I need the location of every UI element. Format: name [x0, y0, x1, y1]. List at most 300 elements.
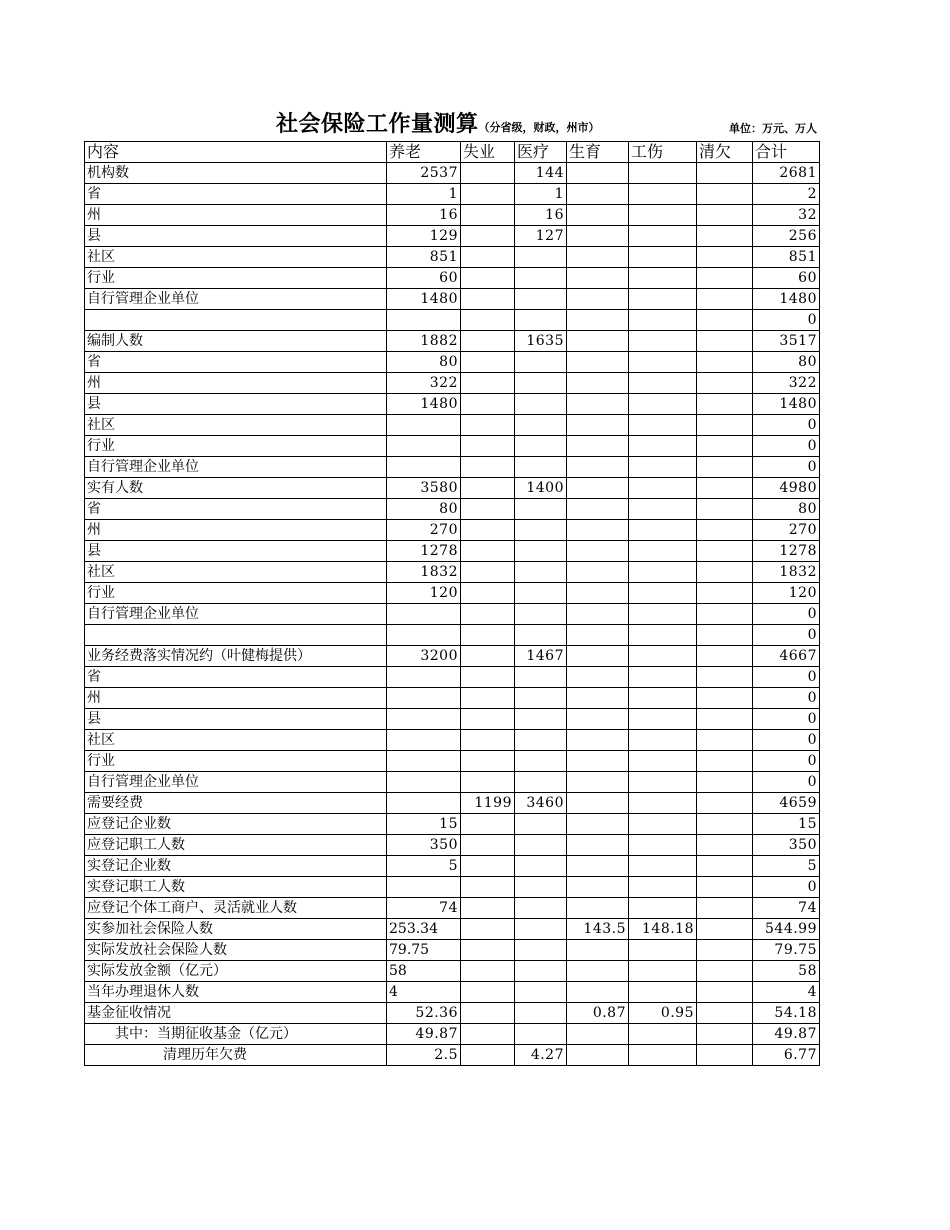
cell-pension: 15 — [387, 814, 461, 835]
cell-arrears — [697, 394, 753, 415]
cell-medical — [515, 751, 567, 772]
cell-unemployment — [461, 751, 515, 772]
header-pension: 养老 — [387, 142, 461, 163]
cell-total: 4659 — [753, 793, 820, 814]
cell-total: 120 — [753, 583, 820, 604]
cell-maternity — [567, 184, 629, 205]
cell-unemployment — [461, 478, 515, 499]
cell-unemployment: 1199 — [461, 793, 515, 814]
table-row — [85, 709, 820, 730]
cell-medical — [515, 310, 567, 331]
cell-unemployment — [461, 415, 515, 436]
cell-unemployment — [461, 562, 515, 583]
row-label: 基金征收情况 — [85, 1003, 387, 1024]
table-row — [85, 562, 820, 583]
cell-injury — [629, 709, 697, 730]
cell-unemployment — [461, 352, 515, 373]
cell-total: 49.87 — [753, 1024, 820, 1045]
title-subtitle: （分省级，财政，州市） — [478, 121, 600, 134]
cell-injury — [629, 541, 697, 562]
row-label — [85, 625, 387, 646]
cell-total: 0 — [753, 772, 820, 793]
table-row — [85, 772, 820, 793]
cell-maternity — [567, 373, 629, 394]
cell-medical — [515, 289, 567, 310]
table-row — [85, 163, 820, 184]
row-label: 实际发放社会保险人数 — [85, 940, 387, 961]
cell-pension: 1480 — [387, 394, 461, 415]
cell-arrears — [697, 457, 753, 478]
cell-arrears — [697, 352, 753, 373]
cell-medical — [515, 499, 567, 520]
cell-injury — [629, 877, 697, 898]
cell-medical: 16 — [515, 205, 567, 226]
cell-maternity: 143.5 — [567, 919, 629, 940]
row-label: 州 — [85, 373, 387, 394]
cell-injury — [629, 520, 697, 541]
cell-pension: 1832 — [387, 562, 461, 583]
cell-arrears — [697, 919, 753, 940]
cell-maternity — [567, 562, 629, 583]
cell-pension: 1278 — [387, 541, 461, 562]
cell-arrears — [697, 688, 753, 709]
cell-unemployment — [461, 499, 515, 520]
cell-arrears — [697, 331, 753, 352]
cell-unemployment — [461, 940, 515, 961]
cell-unemployment — [461, 898, 515, 919]
row-label: 行业 — [85, 436, 387, 457]
cell-injury — [629, 835, 697, 856]
cell-maternity — [567, 436, 629, 457]
row-label: 行业 — [85, 268, 387, 289]
table-row — [85, 478, 820, 499]
cell-medical — [515, 856, 567, 877]
cell-pension: 1480 — [387, 289, 461, 310]
cell-unemployment — [461, 919, 515, 940]
cell-arrears — [697, 373, 753, 394]
cell-maternity — [567, 457, 629, 478]
cell-maternity — [567, 289, 629, 310]
cell-total: 54.18 — [753, 1003, 820, 1024]
row-label: 实登记企业数 — [85, 856, 387, 877]
cell-arrears — [697, 751, 753, 772]
cell-medical — [515, 268, 567, 289]
table-row — [85, 793, 820, 814]
cell-unemployment — [461, 163, 515, 184]
table-row — [85, 856, 820, 877]
cell-injury — [629, 940, 697, 961]
table-row — [85, 1024, 820, 1045]
row-label: 应登记个体工商户、灵活就业人数 — [85, 898, 387, 919]
cell-arrears — [697, 625, 753, 646]
cell-medical — [515, 814, 567, 835]
table-row — [85, 898, 820, 919]
cell-maternity — [567, 583, 629, 604]
cell-injury — [629, 436, 697, 457]
row-label: 县 — [85, 541, 387, 562]
cell-injury — [629, 793, 697, 814]
cell-maternity — [567, 751, 629, 772]
cell-total: 80 — [753, 499, 820, 520]
cell-injury — [629, 751, 697, 772]
row-label: 实登记职工人数 — [85, 877, 387, 898]
cell-arrears — [697, 310, 753, 331]
cell-pension: 79.75 — [387, 940, 461, 961]
cell-total: 0 — [753, 751, 820, 772]
cell-total: 5 — [753, 856, 820, 877]
cell-arrears — [697, 541, 753, 562]
row-label: 县 — [85, 709, 387, 730]
cell-injury — [629, 730, 697, 751]
cell-arrears — [697, 163, 753, 184]
cell-maternity — [567, 604, 629, 625]
cell-pension: 60 — [387, 268, 461, 289]
cell-pension — [387, 625, 461, 646]
cell-injury — [629, 478, 697, 499]
cell-pension: 3580 — [387, 478, 461, 499]
cell-medical — [515, 625, 567, 646]
cell-unemployment — [461, 394, 515, 415]
cell-pension: 129 — [387, 226, 461, 247]
cell-pension: 80 — [387, 352, 461, 373]
table-row — [85, 646, 820, 667]
cell-maternity — [567, 856, 629, 877]
cell-medical: 144 — [515, 163, 567, 184]
cell-medical — [515, 898, 567, 919]
row-label: 自行管理企业单位 — [85, 289, 387, 310]
cell-medical: 1400 — [515, 478, 567, 499]
cell-total: 544.99 — [753, 919, 820, 940]
cell-maternity — [567, 268, 629, 289]
cell-unemployment — [461, 520, 515, 541]
table-row — [85, 625, 820, 646]
cell-total: 60 — [753, 268, 820, 289]
row-label: 州 — [85, 205, 387, 226]
cell-arrears — [697, 940, 753, 961]
cell-total: 0 — [753, 310, 820, 331]
cell-medical — [515, 436, 567, 457]
cell-maternity — [567, 709, 629, 730]
cell-total: 0 — [753, 604, 820, 625]
cell-medical — [515, 688, 567, 709]
row-label: 清理历年欠费 — [85, 1045, 387, 1066]
row-label: 社区 — [85, 415, 387, 436]
row-label: 应登记企业数 — [85, 814, 387, 835]
cell-total: 1480 — [753, 394, 820, 415]
cell-unemployment — [461, 772, 515, 793]
cell-total: 1480 — [753, 289, 820, 310]
table-row — [85, 583, 820, 604]
table-row — [85, 373, 820, 394]
cell-medical — [515, 415, 567, 436]
cell-unemployment — [461, 856, 515, 877]
cell-maternity — [567, 352, 629, 373]
cell-total: 270 — [753, 520, 820, 541]
table-row — [85, 520, 820, 541]
cell-maternity — [567, 520, 629, 541]
cell-maternity — [567, 541, 629, 562]
cell-injury — [629, 625, 697, 646]
unit-label: 单位：万元、万人 — [729, 122, 817, 135]
row-label: 自行管理企业单位 — [85, 457, 387, 478]
cell-maternity — [567, 982, 629, 1003]
cell-pension: 2.5 — [387, 1045, 461, 1066]
cell-unemployment — [461, 625, 515, 646]
cell-total: 1278 — [753, 541, 820, 562]
cell-maternity — [567, 835, 629, 856]
cell-unemployment — [461, 604, 515, 625]
cell-maternity — [567, 163, 629, 184]
cell-arrears — [697, 814, 753, 835]
cell-maternity — [567, 898, 629, 919]
cell-medical: 4.27 — [515, 1045, 567, 1066]
header-medical: 医疗 — [515, 142, 567, 163]
table-row — [85, 940, 820, 961]
cell-unemployment — [461, 646, 515, 667]
cell-pension: 350 — [387, 835, 461, 856]
cell-injury — [629, 667, 697, 688]
cell-medical — [515, 604, 567, 625]
cell-medical — [515, 457, 567, 478]
cell-medical — [515, 541, 567, 562]
cell-medical: 1635 — [515, 331, 567, 352]
cell-arrears — [697, 520, 753, 541]
cell-arrears — [697, 835, 753, 856]
cell-maternity — [567, 499, 629, 520]
cell-unemployment — [461, 709, 515, 730]
cell-unemployment — [461, 667, 515, 688]
cell-pension — [387, 709, 461, 730]
cell-medical — [515, 394, 567, 415]
cell-unemployment — [461, 583, 515, 604]
cell-maternity — [567, 310, 629, 331]
cell-unemployment — [461, 541, 515, 562]
table-row — [85, 604, 820, 625]
cell-total: 4667 — [753, 646, 820, 667]
cell-arrears — [697, 982, 753, 1003]
cell-injury — [629, 289, 697, 310]
row-label: 行业 — [85, 751, 387, 772]
cell-unemployment — [461, 877, 515, 898]
table-row — [85, 688, 820, 709]
cell-unemployment — [461, 310, 515, 331]
cell-pension: 3200 — [387, 646, 461, 667]
page-title — [276, 107, 600, 138]
cell-arrears — [697, 247, 753, 268]
cell-maternity — [567, 625, 629, 646]
cell-total: 79.75 — [753, 940, 820, 961]
table-row — [85, 331, 820, 352]
cell-arrears — [697, 961, 753, 982]
cell-arrears — [697, 898, 753, 919]
cell-arrears — [697, 1024, 753, 1045]
cell-total: 4 — [753, 982, 820, 1003]
row-label: 州 — [85, 520, 387, 541]
cell-total: 58 — [753, 961, 820, 982]
cell-medical — [515, 709, 567, 730]
cell-injury — [629, 772, 697, 793]
cell-medical — [515, 772, 567, 793]
table-row — [85, 205, 820, 226]
cell-pension: 253.34 — [387, 919, 461, 940]
cell-medical — [515, 940, 567, 961]
cell-unemployment — [461, 688, 515, 709]
cell-injury — [629, 499, 697, 520]
cell-injury — [629, 1024, 697, 1045]
cell-medical — [515, 1024, 567, 1045]
cell-arrears — [697, 478, 753, 499]
title-main: 社会保险工作量测算 — [276, 112, 479, 137]
row-label: 州 — [85, 688, 387, 709]
cell-medical: 1467 — [515, 646, 567, 667]
cell-total: 74 — [753, 898, 820, 919]
row-label: 自行管理企业单位 — [85, 604, 387, 625]
header-unemployment: 失业 — [461, 142, 515, 163]
cell-unemployment — [461, 814, 515, 835]
cell-unemployment — [461, 247, 515, 268]
table-row — [85, 499, 820, 520]
cell-unemployment — [461, 982, 515, 1003]
cell-pension — [387, 751, 461, 772]
cell-medical — [515, 730, 567, 751]
cell-pension: 1 — [387, 184, 461, 205]
cell-arrears — [697, 772, 753, 793]
cell-total: 1832 — [753, 562, 820, 583]
table-row — [85, 352, 820, 373]
header-arrears: 清欠 — [697, 142, 753, 163]
cell-pension: 49.87 — [387, 1024, 461, 1045]
cell-pension: 5 — [387, 856, 461, 877]
row-label: 省 — [85, 499, 387, 520]
row-label: 实参加社会保险人数 — [85, 919, 387, 940]
cell-injury — [629, 310, 697, 331]
cell-total: 350 — [753, 835, 820, 856]
cell-unemployment — [461, 1045, 515, 1066]
cell-injury — [629, 268, 697, 289]
cell-injury — [629, 331, 697, 352]
cell-maternity — [567, 961, 629, 982]
cell-maternity — [567, 247, 629, 268]
cell-pension: 322 — [387, 373, 461, 394]
cell-total: 32 — [753, 205, 820, 226]
table-row — [85, 961, 820, 982]
cell-injury — [629, 688, 697, 709]
cell-medical — [515, 1003, 567, 1024]
cell-maternity — [567, 1024, 629, 1045]
cell-arrears — [697, 730, 753, 751]
cell-injury — [629, 352, 697, 373]
table-row — [85, 751, 820, 772]
cell-injury — [629, 373, 697, 394]
cell-pension — [387, 436, 461, 457]
cell-medical — [515, 835, 567, 856]
table-row — [85, 814, 820, 835]
cell-pension: 120 — [387, 583, 461, 604]
cell-pension: 58 — [387, 961, 461, 982]
cell-injury: 0.95 — [629, 1003, 697, 1024]
cell-injury — [629, 982, 697, 1003]
row-label: 编制人数 — [85, 331, 387, 352]
cell-total: 256 — [753, 226, 820, 247]
header-content: 内容 — [85, 142, 387, 163]
table-row — [85, 289, 820, 310]
cell-maternity — [567, 226, 629, 247]
cell-injury — [629, 814, 697, 835]
table-row — [85, 1003, 820, 1024]
cell-arrears — [697, 436, 753, 457]
cell-pension: 80 — [387, 499, 461, 520]
cell-total: 322 — [753, 373, 820, 394]
row-label: 业务经费落实情况约（叶健梅提供） — [85, 646, 387, 667]
cell-arrears — [697, 562, 753, 583]
table-row — [85, 310, 820, 331]
cell-unemployment — [461, 1024, 515, 1045]
cell-unemployment — [461, 835, 515, 856]
cell-pension — [387, 604, 461, 625]
cell-total: 80 — [753, 352, 820, 373]
cell-injury: 148.18 — [629, 919, 697, 940]
cell-unemployment — [461, 373, 515, 394]
cell-total: 0 — [753, 688, 820, 709]
cell-total: 0 — [753, 709, 820, 730]
cell-pension — [387, 667, 461, 688]
cell-maternity: 0.87 — [567, 1003, 629, 1024]
cell-injury — [629, 205, 697, 226]
cell-arrears — [697, 226, 753, 247]
cell-injury — [629, 394, 697, 415]
row-label: 县 — [85, 394, 387, 415]
cell-injury — [629, 1045, 697, 1066]
table-row — [85, 436, 820, 457]
cell-total: 0 — [753, 457, 820, 478]
cell-maternity — [567, 415, 629, 436]
cell-arrears — [697, 856, 753, 877]
table-row — [85, 394, 820, 415]
cell-unemployment — [461, 961, 515, 982]
cell-arrears — [697, 604, 753, 625]
table-row — [85, 835, 820, 856]
cell-maternity — [567, 394, 629, 415]
cell-injury — [629, 415, 697, 436]
row-label: 当年办理退休人数 — [85, 982, 387, 1003]
cell-total: 0 — [753, 667, 820, 688]
cell-total: 0 — [753, 730, 820, 751]
table-row — [85, 415, 820, 436]
row-label: 应登记职工人数 — [85, 835, 387, 856]
cell-total: 2681 — [753, 163, 820, 184]
table-row — [85, 184, 820, 205]
cell-maternity — [567, 667, 629, 688]
cell-maternity — [567, 940, 629, 961]
table-row — [85, 877, 820, 898]
cell-pension — [387, 730, 461, 751]
table-row — [85, 457, 820, 478]
cell-pension: 270 — [387, 520, 461, 541]
cell-medical — [515, 583, 567, 604]
row-label: 社区 — [85, 562, 387, 583]
cell-arrears — [697, 184, 753, 205]
cell-pension: 16 — [387, 205, 461, 226]
cell-medical — [515, 961, 567, 982]
cell-medical — [515, 982, 567, 1003]
cell-pension: 2537 — [387, 163, 461, 184]
cell-unemployment — [461, 205, 515, 226]
cell-injury — [629, 583, 697, 604]
cell-injury — [629, 226, 697, 247]
cell-arrears — [697, 709, 753, 730]
cell-arrears — [697, 415, 753, 436]
cell-arrears — [697, 877, 753, 898]
